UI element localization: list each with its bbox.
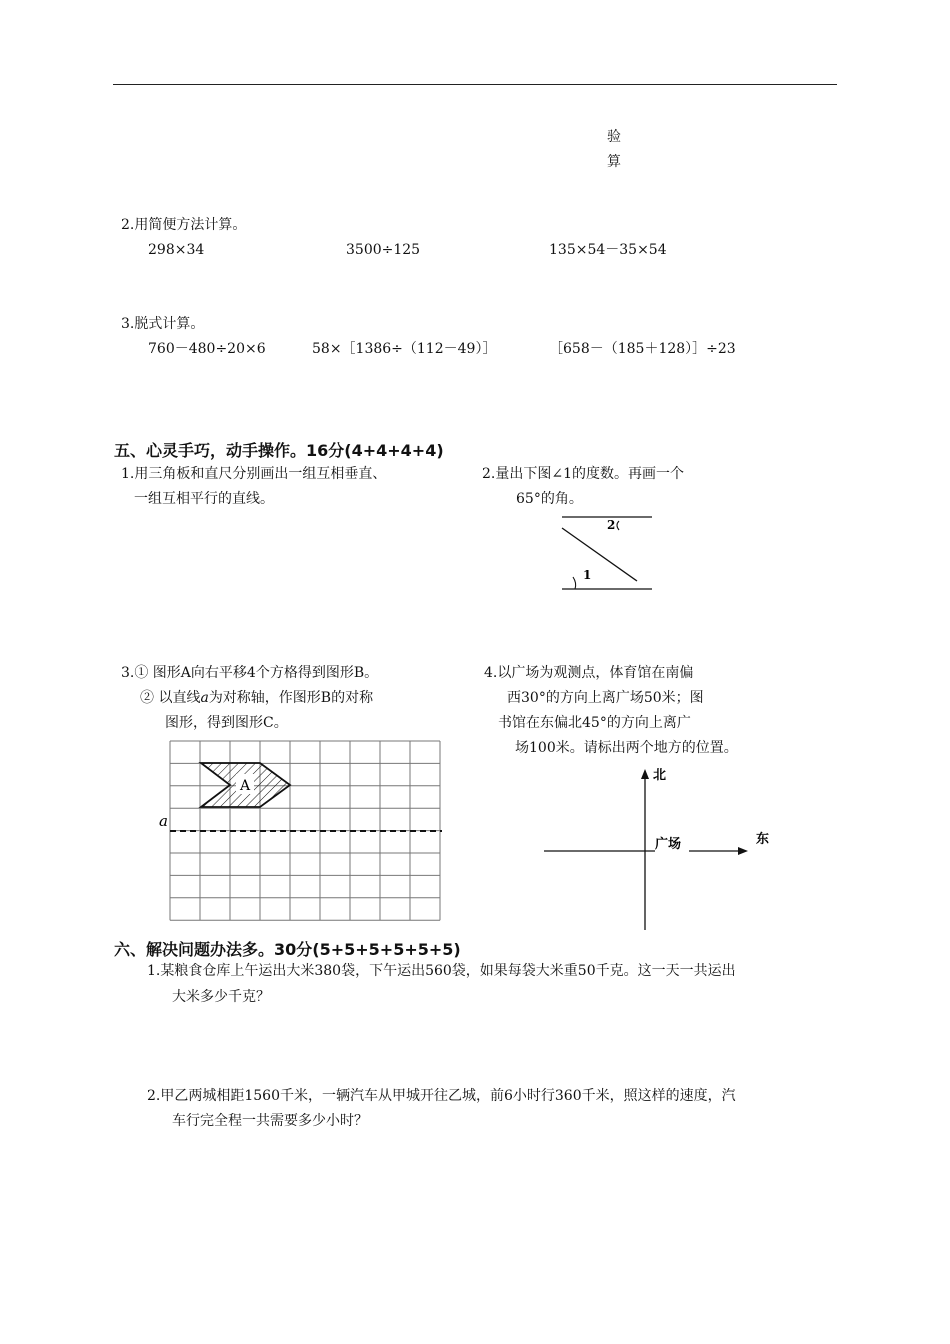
sec5-q3-line2-a: ② 以直线 [140,690,201,706]
q3-item-1: 760－480÷20×6 [148,341,266,357]
angle-2-label: 2 [607,518,616,532]
angle-1-label: 1 [583,568,592,582]
north-label: 北 [653,768,667,783]
east-arrow-icon [738,847,748,855]
sec6-q2-line2: 车行完全程一共需要多少小时？ [172,1113,368,1129]
sec5-q2-line2: 65°的角。 [516,491,583,507]
sec5-q4-line4: 场100米。请标出两个地方的位置。 [515,740,738,756]
sec5-q4-line1: 4.以广场为观测点，体育馆在南偏 [484,665,694,681]
check-label-1: 验 [607,129,621,145]
center-label: 广场 [655,837,682,852]
sec5-q3-line1: 3.① 图形A向右平移4个方格得到图形B。 [121,665,379,681]
sec5-q4-line2: 西30°的方向上离广场50米；图 [507,690,704,706]
check-label-2: 算 [607,154,621,170]
q3-title: 3.脱式计算。 [121,316,205,332]
q3-item-3: ［658－（185＋128）］÷23 [549,341,736,357]
q2-title: 2.用简便方法计算。 [121,217,247,233]
section-5-heading: 五、心灵手巧，动手操作。16分(4+4+4+4) [114,441,444,460]
section-6-heading: 六、解决问题办法多。30分(5+5+5+5+5+5) [114,940,461,959]
sec6-q1-line1: 1.某粮食仓库上午运出大米380袋，下午运出560袋，如果每袋大米重50千克。这一天一共运出 [147,963,736,979]
axis-a-label: a [159,812,168,830]
shape-a-label: A [239,778,251,794]
north-arrow-icon [641,769,649,779]
q3-item-2: 58×［1386÷（112－49）］ [312,341,497,357]
q2-item-1: 298×34 [148,242,205,258]
sec6-q1-line2: 大米多少千克？ [172,989,270,1005]
sec5-q2-line1: 2.量出下图∠1的度数。再画一个 [482,466,684,482]
sec5-q4-line3: 书馆在东偏北45°的方向上离广 [498,715,691,731]
sec5-q3-line3: 图形，得到图形C。 [165,715,288,731]
q2-item-3: 135×54－35×54 [549,242,667,258]
east-label: 东 [756,832,770,847]
sec5-q1-line1: 1.用三角板和直尺分别画出一组互相垂直、 [121,466,387,482]
sec5-q3-line2-b: 为对称轴，作图形B的对称 [208,690,374,706]
sec5-q3-axis-symbol: a [200,690,209,706]
q2-item-2: 3500÷125 [346,242,421,258]
sec6-q2-line1: 2.甲乙两城相距1560千米，一辆汽车从甲城开往乙城，前6小时行360千米，照这样的速度，汽 [147,1088,736,1104]
sec5-q1-line2: 一组互相平行的直线。 [134,491,274,507]
